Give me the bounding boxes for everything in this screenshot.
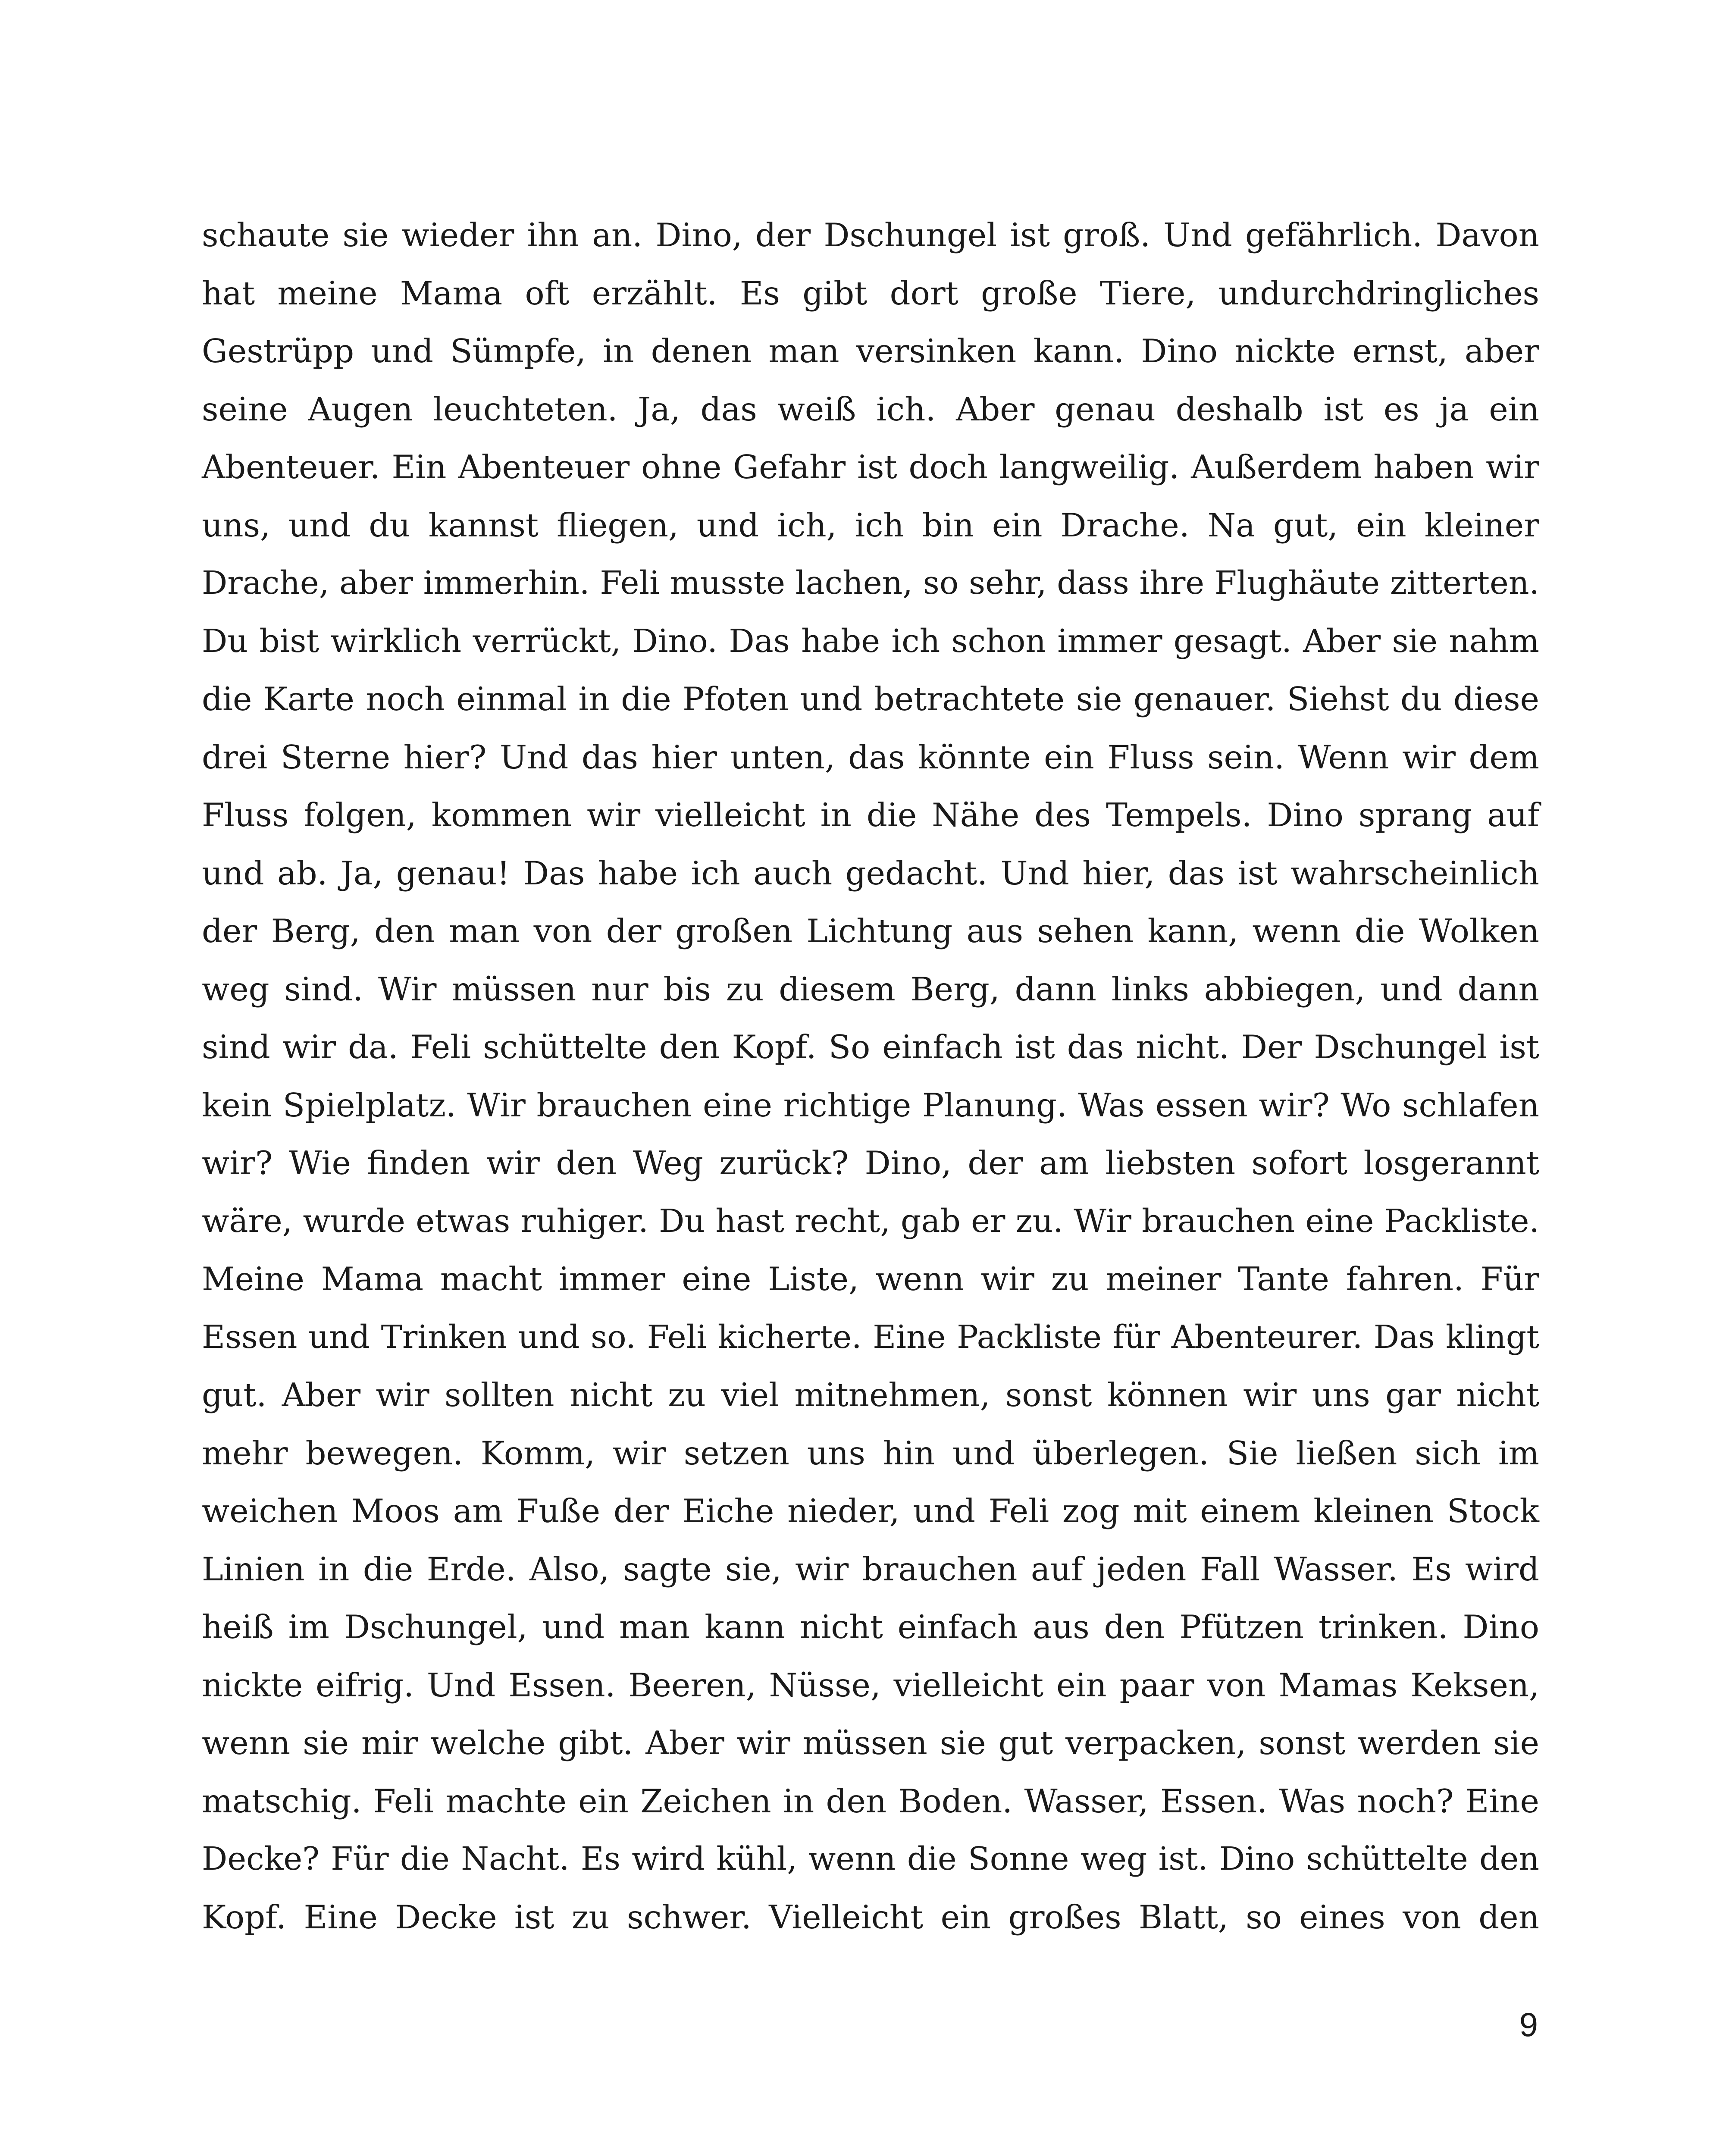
text-line: hat meine Mama oft erzählt. Es gibt dort große Tiere, undurchdringliches xyxy=(202,274,1539,312)
text-line: seine Augen leuchteten. Ja, das weiß ich. Aber genau deshalb ist es ja ein xyxy=(202,390,1539,428)
text-line: kein Spielplatz. Wir brauchen eine richtige Planung. Was essen wir? Wo schlafen xyxy=(202,1086,1539,1124)
text-line: Du bist wirklich verrückt, Dino. Das habe ich schon immer gesagt. Aber sie nahm xyxy=(202,622,1539,660)
text-line: wäre, wurde etwas ruhiger. Du hast recht, gab er zu. Wir brauchen eine Packliste. xyxy=(202,1202,1539,1240)
text-line: gut. Aber wir sollten nicht zu viel mitnehmen, sonst können wir uns gar nicht xyxy=(202,1376,1539,1414)
text-line: matschig. Feli machte ein Zeichen in den Boden. Wasser, Essen. Was noch? Eine xyxy=(202,1782,1539,1820)
text-line: uns, und du kannst fliegen, und ich, ich bin ein Drache. Na gut, ein kleiner xyxy=(202,506,1539,544)
text-line: Decke? Für die Nacht. Es wird kühl, wenn die Sonne weg ist. Dino schüttelte den xyxy=(202,1840,1539,1877)
text-line: Linien in die Erde. Also, sagte sie, wir brauchen auf jeden Fall Wasser. Es wird xyxy=(202,1550,1539,1588)
text-line: heiß im Dschungel, und man kann nicht einfach aus den Pfützen trinken. Dino xyxy=(202,1608,1539,1646)
text-line: Fluss folgen, kommen wir vielleicht in die Nähe des Tempels. Dino sprang auf xyxy=(202,796,1539,834)
text-line: wenn sie mir welche gibt. Aber wir müssen sie gut verpacken, sonst werden sie xyxy=(202,1724,1539,1762)
text-line: Abenteuer. Ein Abenteuer ohne Gefahr ist doch langweilig. Außerdem haben wir xyxy=(202,448,1539,486)
text-line: weichen Moos am Fuße der Eiche nieder, und Feli zog mit einem kleinen Stock xyxy=(202,1492,1539,1530)
text-line: sind wir da. Feli schüttelte den Kopf. So einfach ist das nicht. Der Dschungel ist xyxy=(202,1028,1539,1066)
text-line: Meine Mama macht immer eine Liste, wenn wir zu meiner Tante fahren. Für xyxy=(202,1260,1539,1298)
text-line: Kopf. Eine Decke ist zu schwer. Vielleicht ein großes Blatt, so eines von den xyxy=(202,1898,1539,1936)
text-line: weg sind. Wir müssen nur bis zu diesem Berg, dann links abbiegen, und dann xyxy=(202,970,1539,1008)
text-line: Gestrüpp und Sümpfe, in denen man versinken kann. Dino nickte ernst, aber xyxy=(202,332,1539,370)
page-number: 9 xyxy=(1519,2006,1538,2043)
text-line: Drache, aber immerhin. Feli musste lachen, so sehr, dass ihre Flughäute zitterten. xyxy=(202,564,1539,602)
text-line: mehr bewegen. Komm, wir setzen uns hin und überlegen. Sie ließen sich im xyxy=(202,1434,1539,1472)
text-line: schaute sie wieder ihn an. Dino, der Dschungel ist groß. Und gefährlich. Davon xyxy=(202,216,1539,254)
text-line: drei Sterne hier? Und das hier unten, das könnte ein Fluss sein. Wenn wir dem xyxy=(202,738,1539,776)
text-line: die Karte noch einmal in die Pfoten und betrachtete sie genauer. Siehst du diese xyxy=(202,680,1539,718)
text-line: der Berg, den man von der großen Lichtung aus sehen kann, wenn die Wolken xyxy=(202,912,1539,950)
text-line: Essen und Trinken und so. Feli kicherte. Eine Packliste für Abenteurer. Das klingt xyxy=(202,1318,1539,1356)
text-line: wir? Wie finden wir den Weg zurück? Dino, der am liebsten sofort losgerannt xyxy=(202,1144,1539,1182)
text-line: und ab. Ja, genau! Das habe ich auch gedacht. Und hier, das ist wahrscheinlich xyxy=(202,854,1539,892)
body-text xyxy=(202,206,1539,1946)
text-line: nickte eifrig. Und Essen. Beeren, Nüsse, vielleicht ein paar von Mamas Keksen, xyxy=(202,1666,1539,1704)
